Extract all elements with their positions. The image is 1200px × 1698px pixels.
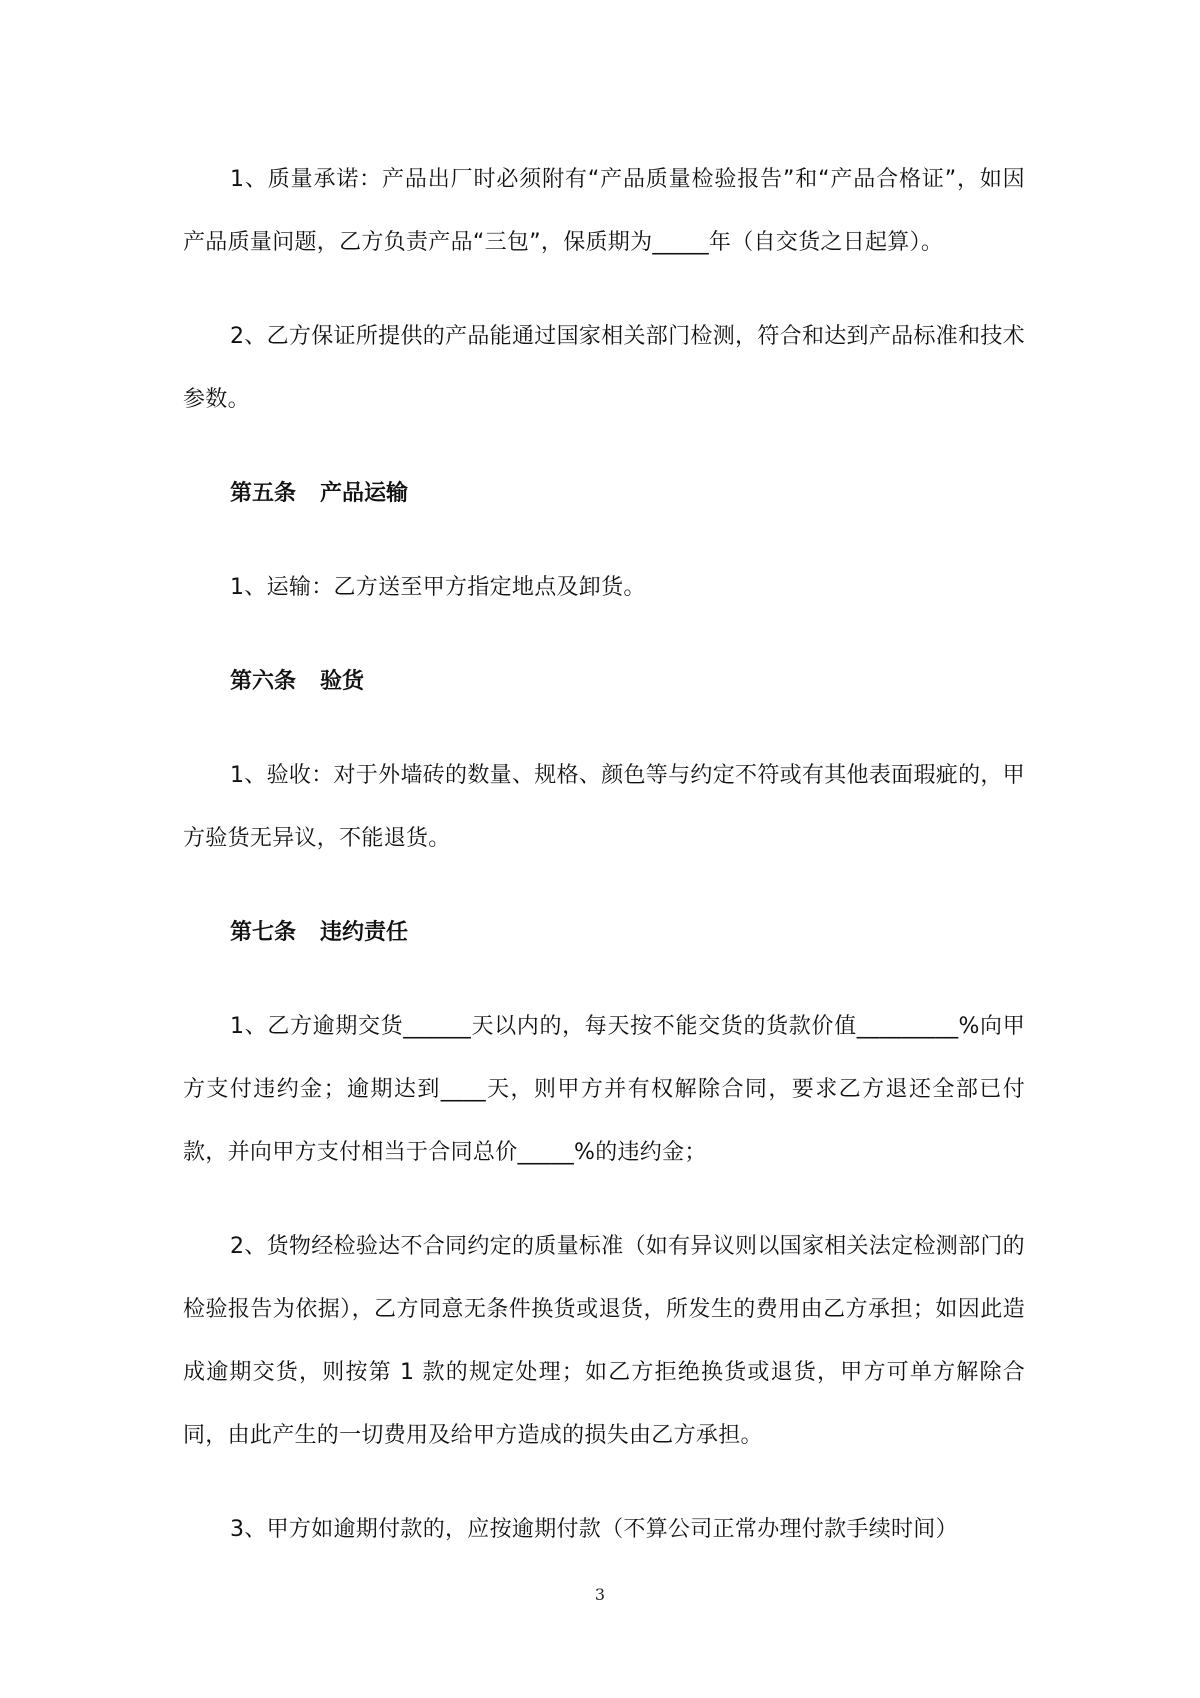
paragraph-late-delivery: 1、乙方逾期交货______天以内的，每天按不能交货的货款价值_________%向甲方支付违约金；逾期达到____天，则甲方并有权解除合同，要求乙方退还全部已付款，并向甲方支付相当于合同总价_____%的违约金； (183, 1014, 1025, 1165)
document-body (183, 148, 1025, 1592)
section-heading-7 (183, 901, 1025, 964)
section-heading-5 (183, 462, 1025, 525)
paragraph-transport: 1、运输：乙方送至甲方指定地点及卸货。 (230, 575, 646, 600)
page-number: 3 (594, 1585, 606, 1604)
section-title: 产品运输 (320, 481, 409, 506)
section-title: 违约责任 (320, 920, 409, 945)
section-number: 第六条 (230, 669, 297, 694)
paragraph-quality-guarantee: 2、乙方保证所提供的产品能通过国家相关部门检测，符合和达到产品标准和技术参数。 (183, 324, 1025, 412)
section-number: 第五条 (230, 481, 297, 506)
section-title: 验货 (320, 669, 365, 694)
section-number: 第七条 (230, 920, 297, 945)
section-heading-6 (183, 650, 1025, 713)
paragraph-late-payment: 3、甲方如逾期付款的，应按逾期付款（不算公司正常办理付款手续时间） (230, 1517, 958, 1542)
paragraph-inspection: 1、验收：对于外墙砖的数量、规格、颜色等与约定不符或有其他表面瑕疵的，甲方验货无异议，不能退货。 (183, 763, 1025, 851)
paragraph-quality-promise: 1、质量承诺：产品出厂时必须附有“产品质量检验报告”和“产品合格证”，如因产品质量问题，乙方负责产品“三包”，保质期为_____年（自交货之日起算）。 (183, 167, 1025, 255)
paragraph-quality-nonconformance: 2、货物经检验达不合同约定的质量标准（如有异议则以国家相关法定检测部门的检验报告为依据），乙方同意无条件换货或退货，所发生的费用由乙方承担；如因此造成逾期交货，则按第 1 款的规定处理；如乙方拒绝换货或退货，甲方可单方解除合同，由此产生的一切费用及给甲方造成的损失由乙方承担。 (183, 1234, 1025, 1448)
